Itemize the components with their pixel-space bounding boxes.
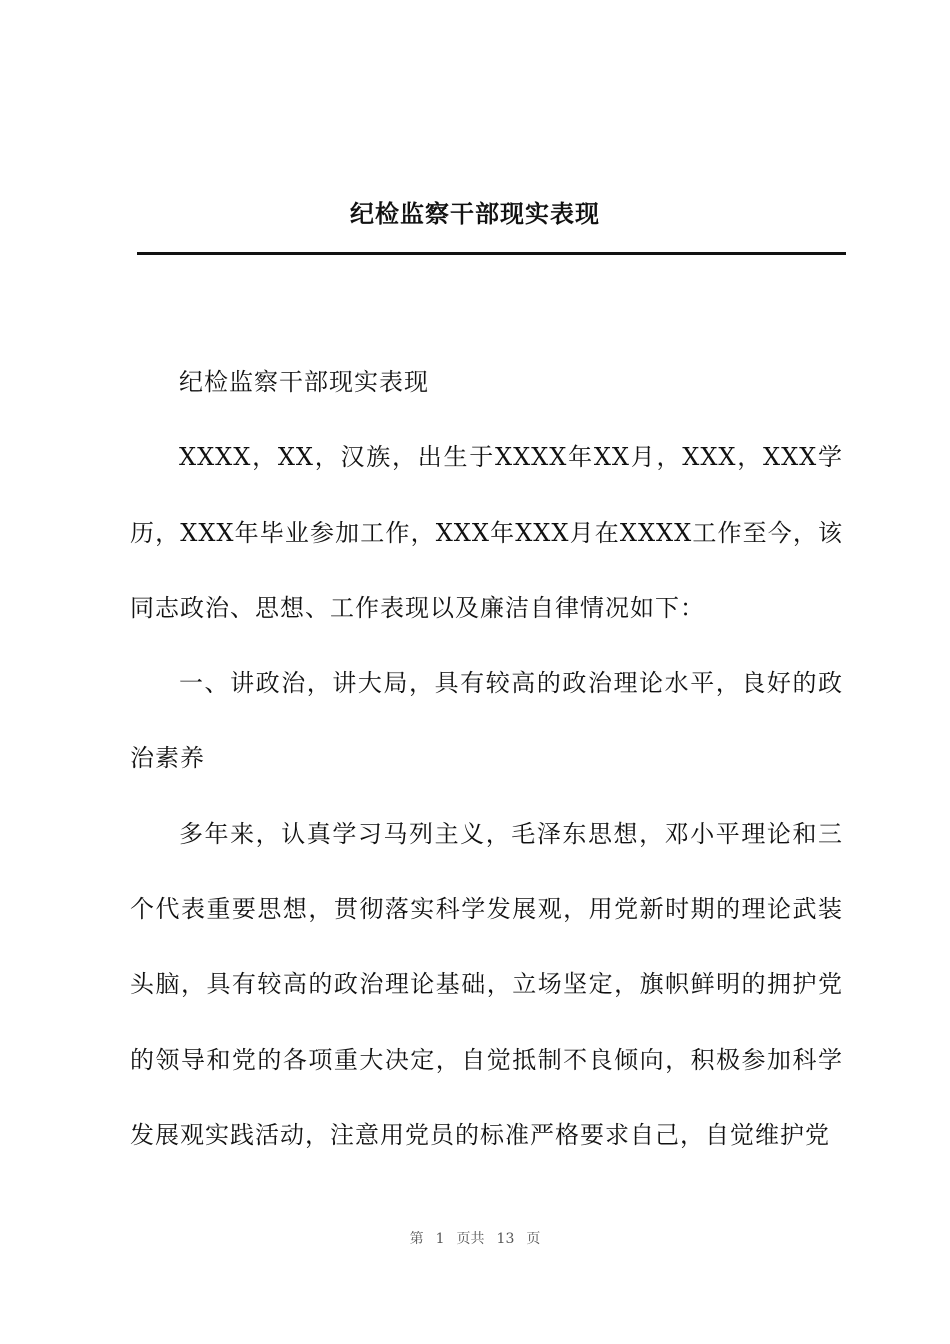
- footer-total-pages: 13: [496, 1231, 515, 1247]
- paragraph-intro: XXXX，XX，汉族，出生于XXXX年XX月，XXX，XXX学历，XXX年毕业参加工作，XXX年XXX月在XXXX工作至今，该同志政治、思想、工作表现以及廉洁自律情况如下：: [130, 443, 843, 622]
- footer-current-page: 1: [435, 1231, 445, 1247]
- paragraph-section-one-body: 多年来，认真学习马列主义，毛泽东思想，邓小平理论和三个代表重要思想，贯彻落实科学发展观，用党新时期的理论武装头脑，具有较高的政治理论基础，立场坚定，旗帜鲜明的拥护党的领导和党的各项重大决定，自觉抵制不良倾向，积极参加科学发展观实践活动，注意用党员的标准严格要求自己，自觉维护党: [130, 819, 843, 1149]
- paragraph-heading: 纪检监察干部现实表现: [179, 368, 429, 396]
- page-title: 纪检监察干部现实表现: [350, 200, 600, 228]
- footer-prefix: 第: [409, 1231, 424, 1247]
- document-body: [130, 345, 843, 1173]
- title-divider: [137, 252, 846, 255]
- page-footer: [0, 1228, 950, 1248]
- footer-middle: 页共: [456, 1231, 485, 1247]
- footer-suffix: 页: [526, 1231, 541, 1247]
- paragraph-section-one-heading: 一、讲政治，讲大局，具有较高的政治理论水平，良好的政治素养: [130, 669, 843, 773]
